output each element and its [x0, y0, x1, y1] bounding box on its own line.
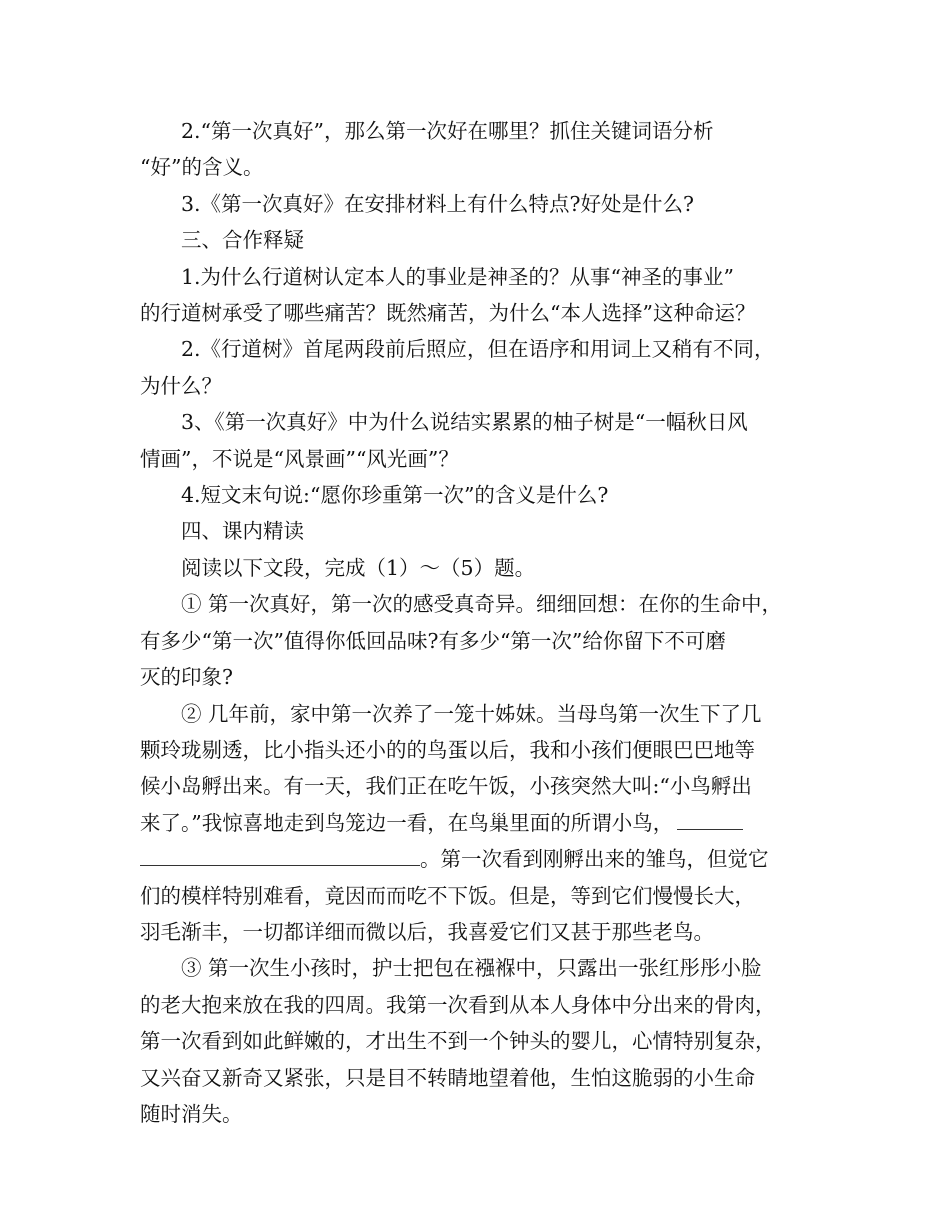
coop-question-3-line-2: 情画”，不说是“风景画”“风光画”？: [140, 446, 459, 471]
paragraph-2-line-2: 颗玲珑剔透，比小指头还小的的鸟蛋以后，我和小孩们便眼巴巴地等: [140, 737, 755, 762]
reading-instruction: 阅读以下文段，完成（1）～（5）题。: [181, 555, 536, 580]
coop-question-1-line-1: 1.为什么行道树认定本人的事业是神圣的？从事“神圣的事业”: [181, 264, 735, 289]
paragraph-2-line-7: 羽毛渐丰，一切都详细而微以后，我喜爱它们又甚于那些老鸟。: [140, 919, 714, 944]
paragraph-1-line-1: ① 第一次真好，第一次的感受真奇异。细细回想：在你的生命中，: [181, 592, 783, 617]
coop-question-2-line-2: 为什么？: [140, 373, 222, 398]
paragraph-3-line-2: 的老大抱来放在我的四周。我第一次看到从本人身体中分出来的骨肉，: [140, 992, 776, 1017]
question-2-line-1: 2.“第一次真好”，那么第一次好在哪里？抓住关键词语分析: [181, 119, 714, 143]
paragraph-2-line-6: 们的模样特别难看，竟因而而吃不下饭。但是，等到它们慢慢长大，: [140, 883, 755, 908]
paragraph-1-line-3: 灭的印象?: [140, 665, 233, 690]
coop-question-2-line-1: 2.《行道树》首尾两段前后照应，但在语序和用词上又稍有不同，: [181, 337, 775, 362]
paragraph-3-line-3: 第一次看到如此鲜嫩的，才出生不到一个钟头的婴儿，心情特别复杂，: [140, 1029, 776, 1054]
coop-question-1-line-2: 的行道树承受了哪些痛苦？既然痛苦，为什么“本人选择”这种命运？: [140, 301, 756, 326]
question-2-line-2: “好”的含义。: [140, 155, 264, 180]
fill-in-blank-line: [140, 841, 420, 866]
paragraph-3-line-1: ③ 第一次生小孩时，护士把包在襁褓中，只露出一张红彤彤小脸: [181, 956, 762, 981]
paragraph-3-line-4: 又兴奋又新奇又紧张，只是目不转睛地望着他，生怕这脆弱的小生命: [140, 1065, 755, 1090]
paragraph-3-line-5: 随时消失。: [140, 1101, 243, 1126]
paragraph-2-line-1: ② 几年前，家中第一次养了一笼十姊妹。当母鸟第一次生下了几: [181, 701, 762, 726]
paragraph-2-line-5: [140, 841, 820, 877]
paragraph-2-line-3: 候小岛孵出来。有一天，我们正在吃午饭，小孩突然大叫:“小鸟孵出: [140, 774, 752, 799]
fill-in-blank-start: [677, 805, 743, 830]
coop-question-4: 4.短文末句说:“愿你珍重第一次”的含义是什么?: [181, 483, 609, 508]
paragraph-2-line-4-text: 来了。”我惊喜地走到鸟笼边一看，在鸟巢里面的所谓小鸟，: [140, 810, 674, 835]
paragraph-2-line-4: [140, 805, 820, 841]
question-3: 3.《第一次真好》在安排材料上有什么特点?好处是什么?: [181, 191, 695, 216]
section-heading-4: 四、课内精读: [181, 519, 304, 544]
paragraph-1-line-2: 有多少“第一次”值得你低回品味?有多少“第一次”给你留下不可磨: [140, 628, 726, 653]
document-body: [140, 113, 820, 1132]
paragraph-2-line-5-text: 。第一次看到刚孵出来的雏鸟，但觉它: [420, 847, 769, 872]
section-heading-3: 三、合作释疑: [181, 228, 304, 253]
coop-question-3-line-1: 3、《第一次真好》中为什么说结实累累的柚子树是“一幅秋日风: [181, 410, 748, 435]
